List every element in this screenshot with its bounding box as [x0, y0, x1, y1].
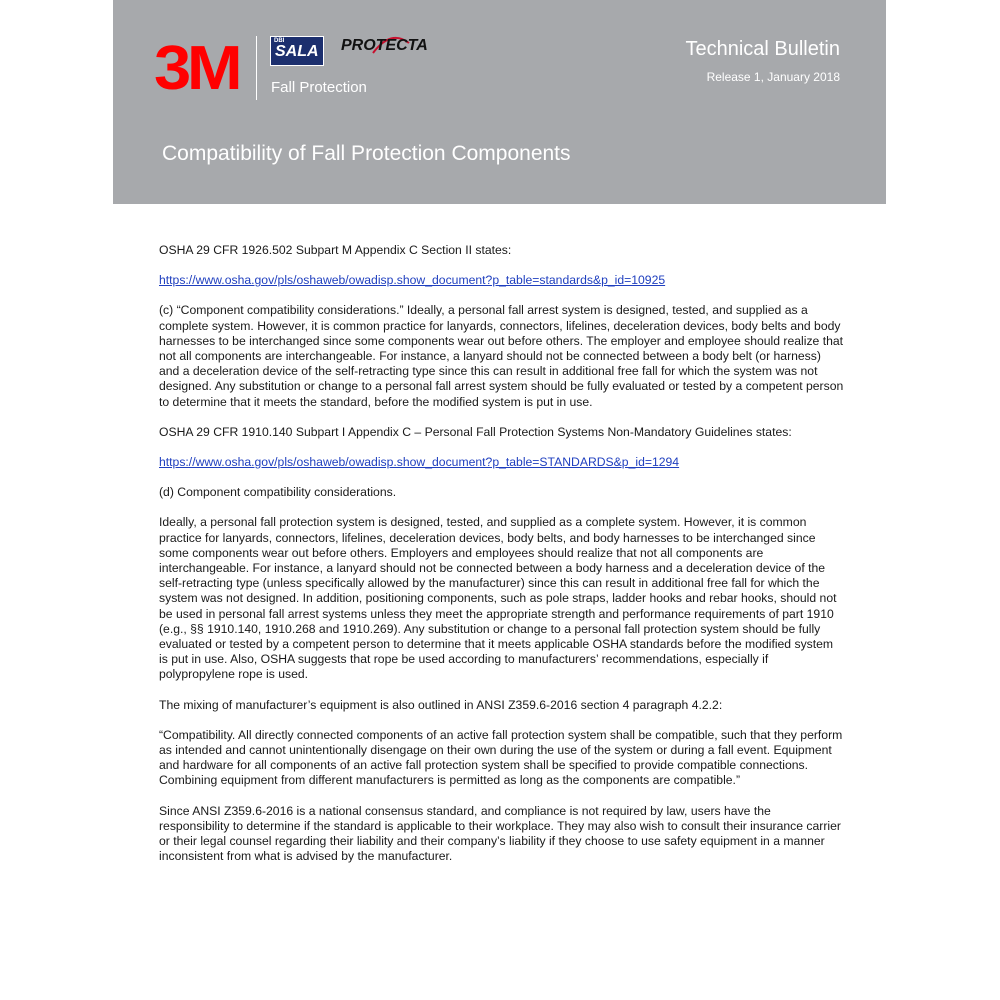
brand-subtitle: Fall Protection: [271, 79, 367, 96]
dbi-sala-logo: [270, 36, 324, 66]
paragraph-osha-1926-intro: OSHA 29 CFR 1926.502 Subpart M Appendix C Section II states:: [159, 243, 512, 257]
paragraph-ideally: Ideally, a personal fall protection system is designed, tested, and supplied as a complete system. However, it is common practice for lanyards, connectors, lifelines, deceleration devices, body belts, and body harnesses to be interchanged since some components wear out before others. Employers and employees should realize that not all components are interchangeable. For instance, a lanyard should not be connected between a body harness and a deceleration device of the self-retracting type (unless specifically allowed by the manufacturer) since this can result in additional free fall for which the system was not designed. In addition, positioning components, such as pole straps, ladder hooks and rebar hooks, should not be used in personal fall arrest systems unless they meet the appropriate strength and performance requirements of part 1910 (e.g., §§ 1910.140, 1910.268 and 1910.269). Any substitution or change to a personal fall protection system should be fully evaluated or tested by a competent person to determine that it meets applicable OSHA standards before the modified system is put in use. Also, OSHA suggests that rope be used according to manufacturers’ recommendations, especially if polypropylene rope is used.: [159, 515, 837, 682]
logo-divider: [256, 36, 257, 100]
bulletin-title: Technical Bulletin: [685, 38, 840, 60]
paragraph-ansi-quote: “Compatibility. All directly connected components of an active fall protection system shall be compatible, such that they perform as intended and cannot unintentionally disengage on their own during the use of the system or during a fall event. Equipment and hardware for all components of an active fall protection system shall be specified to provide compatible connections. Combining equipment from different manufacturers is permitted as long as the components are compatible.”: [159, 727, 843, 788]
paragraph-ansi-intro: The mixing of manufacturer’s equipment is also outlined in ANSI Z359.6-2016 section 4 paragraph 4.2.2:: [159, 697, 723, 712]
sala-text: SALA: [275, 43, 319, 60]
osha-1910-link[interactable]: https://www.osha.gov/pls/oshaweb/owadisp.show_document?p_table=STANDARDS&p_id=1294: [159, 455, 680, 470]
paragraph-component-compatibility-c: (c) “Component compatibility considerations.” Ideally, a personal fall arrest system is designed, tested, and supplied as a complete system. However, it is common practice for lanyards, connectors, lifelines, deceleration devices, body belts and body harnesses to be interchanged since some components wear out before others. The employer and employee should realize that not all components are interchangeable. For instance, a lanyard should not be connected between a body belt (or harness) and a deceleration device of the self-retracting type since this can result in additional free fall for which the system was not designed. Any substitution or change to a personal fall arrest system should be fully evaluated or tested by a competent person to determine that it meets the standard, before the modified system is put in use.: [159, 303, 844, 409]
dbi-text: DBI: [274, 38, 285, 44]
link-paragraph-1: [159, 273, 844, 288]
3m-logo: 3M: [154, 34, 239, 103]
page-title: Compatibility of Fall Protection Components: [162, 142, 571, 165]
paragraph-component-compatibility-d: (d) Component compatibility considerations.: [159, 485, 397, 500]
protecta-logo: PROTECTA: [341, 37, 428, 54]
link-paragraph-2: [159, 455, 844, 470]
paragraph-osha-1910-intro: OSHA 29 CFR 1910.140 Subpart I Appendix C – Personal Fall Protection Systems Non-Mandatory Guidelines states:: [159, 424, 792, 439]
paragraph-ansi-note: Since ANSI Z359.6-2016 is a national consensus standard, and compliance is not required by law, users have the responsibility to determine if the standard is applicable to their workplace. They may also wish to consult their insurance carrier or their legal counsel regarding their liability and their company’s liability if they choose to use safety equipment in a manner inconsistent from what is advised by the manufacturer.: [159, 803, 841, 864]
release-date: Release 1, January 2018: [706, 70, 840, 84]
osha-1926-link[interactable]: https://www.osha.gov/pls/oshaweb/owadisp.show_document?p_table=standards&p_id=10925: [159, 273, 666, 288]
document-body: [159, 243, 844, 880]
header-banner: [113, 0, 886, 204]
